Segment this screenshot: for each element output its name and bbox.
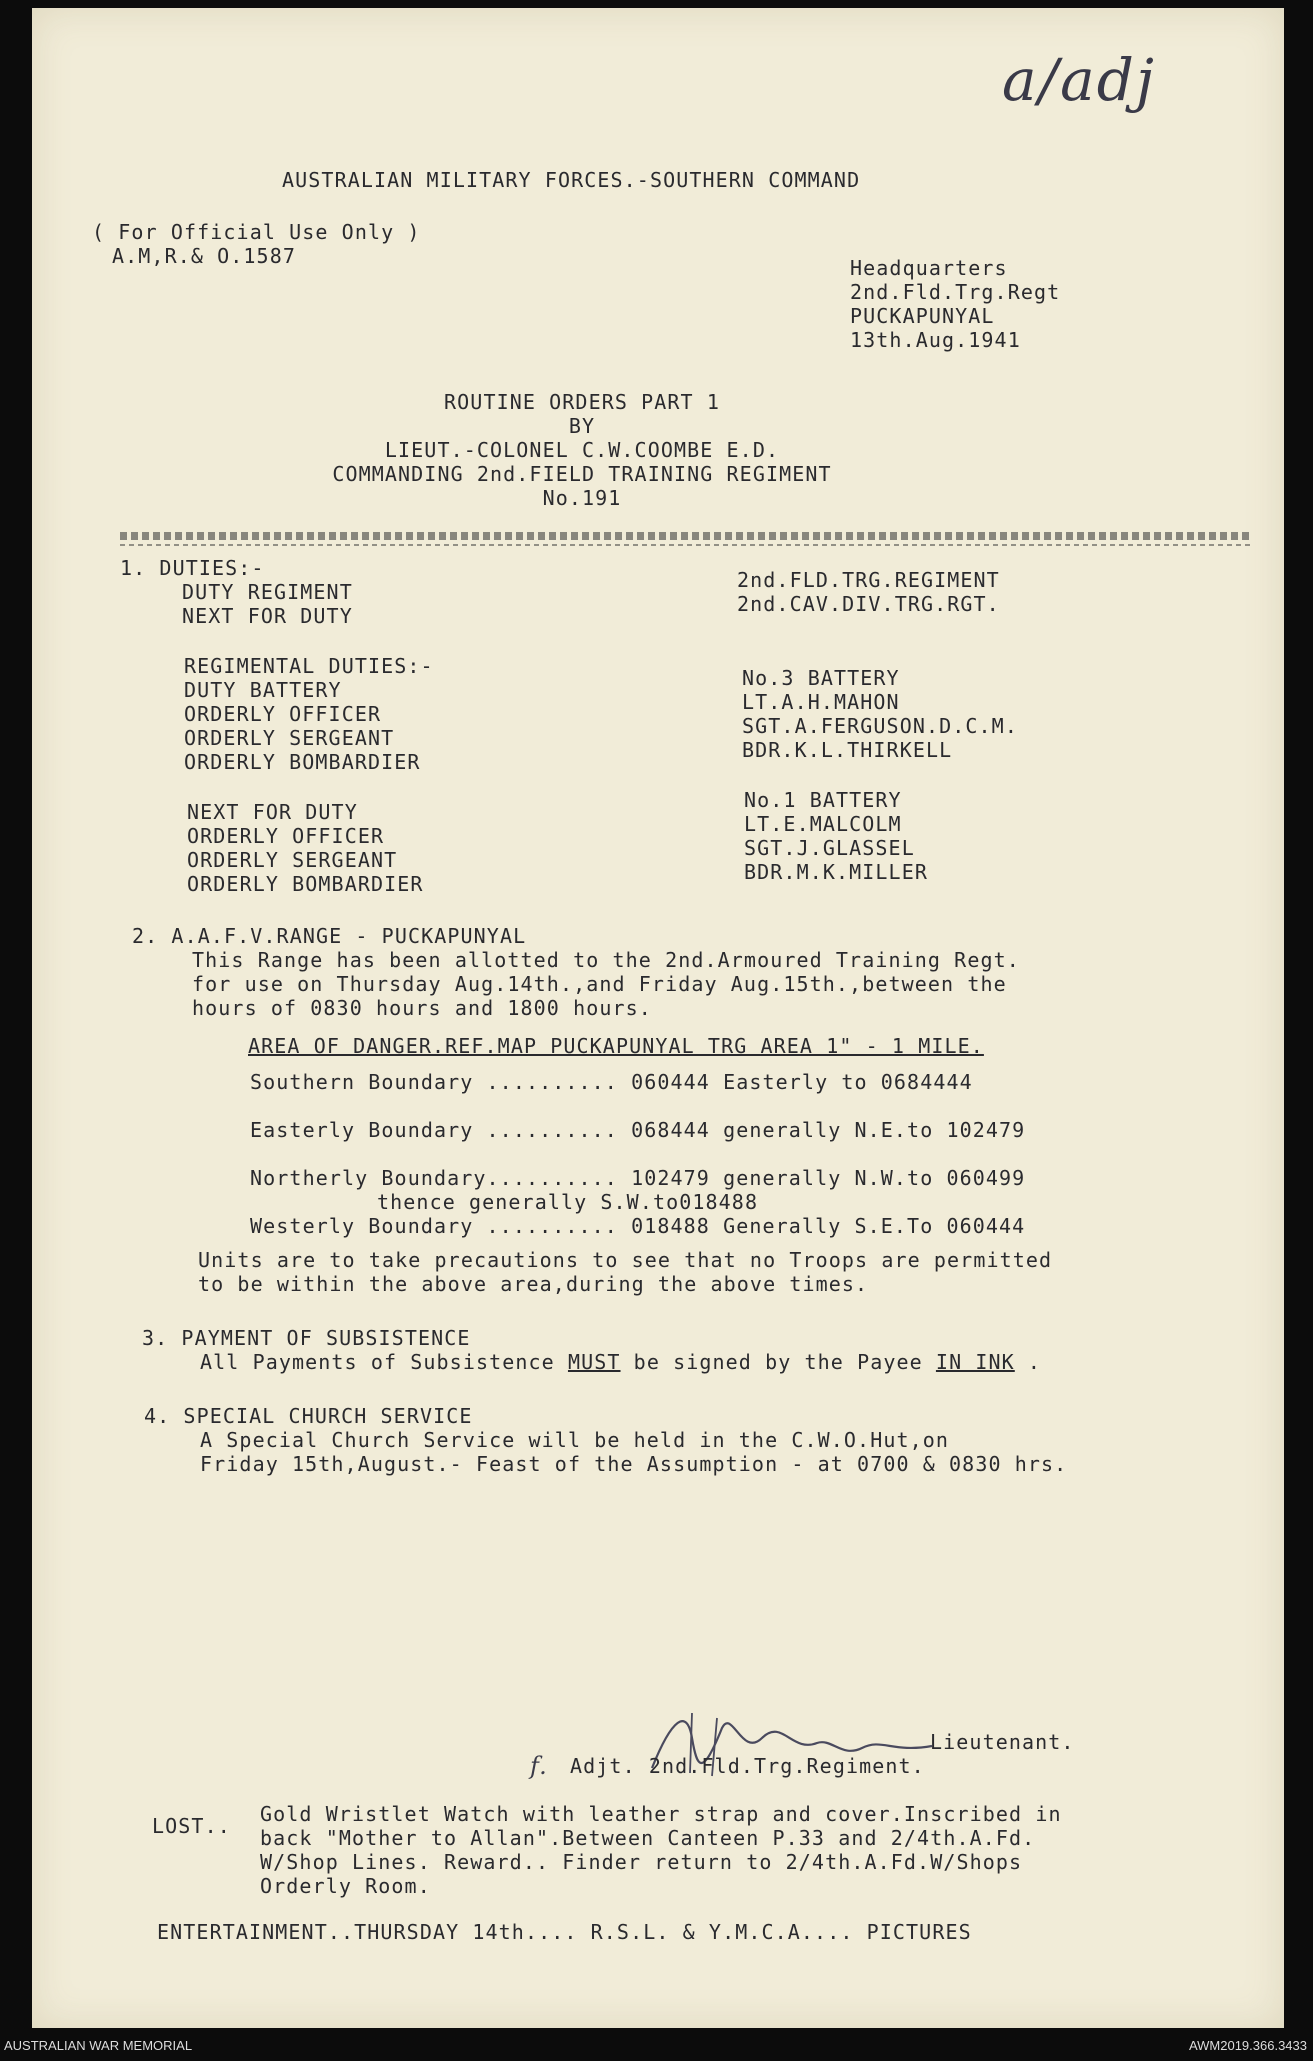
duties-heading: 1. DUTIES:-: [120, 556, 265, 580]
next-for-duty-heading: NEXT FOR DUTY: [187, 800, 358, 824]
duty-value: No.3 BATTERY: [742, 666, 900, 690]
duty-label: ORDERLY BOMBARDIER: [187, 872, 424, 896]
signatory-appointment: Adjt. 2nd.Fld.Trg.Regiment.: [570, 1754, 925, 1778]
boundary-line: Westerly Boundary .......... 018488 Generally S.E.To 060444: [250, 1214, 1026, 1238]
subsistence-text: All Payments of Subsistence MUST be signed by the Payee IN INK .: [200, 1350, 1042, 1374]
archive-footer: [0, 2034, 1313, 2056]
duty-label: ORDERLY BOMBARDIER: [184, 750, 421, 774]
duty-value: 2nd.CAV.DIV.TRG.RGT.: [737, 592, 1000, 616]
area-of-danger-heading: AREA OF DANGER.REF.MAP PUCKAPUNYAL TRG AREA 1" - 1 MILE.: [248, 1034, 984, 1058]
duty-value: LT.E.MALCOLM: [744, 812, 902, 836]
subsistence-heading: 3. PAYMENT OF SUBSISTENCE: [142, 1326, 471, 1350]
document-header-title: AUSTRALIAN MILITARY FORCES.-SOUTHERN COMMAND: [282, 168, 861, 192]
duty-label: NEXT FOR DUTY: [182, 604, 353, 628]
duty-value: No.1 BATTERY: [744, 788, 902, 812]
signature-for: f.: [530, 1752, 548, 1780]
regimental-duties-heading: REGIMENTAL DUTIES:-: [184, 654, 434, 678]
boundary-line: Southern Boundary .......... 060444 Easterly to 0684444: [250, 1070, 973, 1094]
duty-value: 2nd.FLD.TRG.REGIMENT: [737, 568, 1000, 592]
official-use-note: ( For Official Use Only ): [92, 220, 421, 244]
duty-label: ORDERLY OFFICER: [184, 702, 382, 726]
dashed-separator: [120, 532, 1252, 540]
boundary-line: thence generally S.W.to018488: [377, 1190, 759, 1214]
entertainment-notice: ENTERTAINMENT..THURSDAY 14th.... R.S.L. & Y.M.C.A.... PICTURES: [157, 1920, 972, 1944]
duty-label: ORDERLY SERGEANT: [187, 848, 398, 872]
duty-value: BDR.K.L.THIRKELL: [742, 738, 953, 762]
boundary-line: Northerly Boundary.......... 102479 generally N.W.to 060499: [250, 1166, 1026, 1190]
duty-label: DUTY REGIMENT: [182, 580, 353, 604]
duty-label: ORDERLY OFFICER: [187, 824, 385, 848]
duty-value: SGT.A.FERGUSON.D.C.M.: [742, 714, 1018, 738]
duty-label: ORDERLY SERGEANT: [184, 726, 395, 750]
duty-value: BDR.M.K.MILLER: [744, 860, 928, 884]
church-heading: 4. SPECIAL CHURCH SERVICE: [144, 1404, 473, 1428]
duty-value: SGT.J.GLASSEL: [744, 836, 915, 860]
duty-label: DUTY BATTERY: [184, 678, 342, 702]
amr-reference: A.M,R.& O.1587: [112, 244, 296, 268]
dashed-separator-lower: [120, 544, 1252, 546]
lost-label: LOST..: [152, 1814, 231, 1838]
handwritten-reference: a/adj: [1002, 46, 1156, 114]
document-page: a/adj AUSTRALIAN MILITARY FORCES.-SOUTHERN COMMAND ( For Official Use Only ) A.M,R.& O.1587 Headquarters 2nd.Fld.Trg.Regt PUCKAPUNYAL 13th.Aug.1941 ROUTINE ORDERS PART 1 BY LIEUT.-COLONEL C.W.COOMBE E.D. COMMANDING 2nd.FIELD TRAINING REGIMENT No.191 1. DUTIES:- DUTY REGIMENT 2nd.FLD.TRG.REGIMENT NEXT FOR DUTY 2nd.CAV.DIV.TRG.RGT. REGIMENTAL DUTIES:- DUTY BATTERY No.3 BATTERY ORDERLY OFFICER LT.A.H.MAHON ORDERLY SERGEANT SGT.A.FERGUSON.D.C.M. ORDERLY BOMBARDIER BDR.K.L.THIRKELL NEXT FOR DUTY No.1 BATTERY ORDERLY OFFICER LT.E.MALCOLM ORDERLY SERGEANT SGT.J.GLASSEL ORDERLY BOMBARDIER BDR.M.K.MILLER 2. A.A.F.V.RANGE - PUCKAPUNYAL This Range has been allotted to the 2nd.Armoured Training Regt. for use on Thursday Aug.14th.,and Friday Aug.15th.,between the hours of 0830 hours and 1800 hours. AREA OF DANGER.REF.MAP PUCKAPUNYAL TRG AREA 1" - 1 MILE. Southern Boundary .......... 060444 Easterly to 0684444 Easterly Boundary .......... 068444 generally N.E.to 102479 Northerly Boundary.......... 102479 generally N.W.to 060499 thence generally S.W.to018488 Westerly Boundary .......... 018488 Generally S.E.To 060444 Units are to take precautions to see that no Troops are permitted to be within the above area,during the above times. 3. PAYMENT OF SUBSISTENCE All Payments of Subsistence MUST be signed by the Payee IN INK . 4. SPECIAL CHURCH SERVICE A Special Church Service will be held in the C.W.O.Hut,on Friday 15th,August.- Feast of the Assumption - at 0700 & 0830 hrs. Lieutenant. f. Adjt. 2nd.Fld.Trg.Regiment. LOST.. Gold Wristlet Watch with leather strap and cover.Inscribed in back "Mother to Allan".Between Canteen P.33 and 2/4th.A.Fd. W/Shop Lines. Reward.. Finder return to 2/4th.A.Fd.W/Shops Orderly Room. ENTERTAINMENT..THURSDAY 14th.... R.S.L. & Y.M.C.A.... PICTURES: [32, 8, 1284, 2028]
archive-name: AUSTRALIAN WAR MEMORIAL: [4, 2038, 193, 2053]
archive-accession-number: AWM2019.366.3433: [1188, 2038, 1307, 2053]
boundary-line: Easterly Boundary .......... 068444 generally N.E.to 102479: [250, 1118, 1026, 1142]
range-heading: 2. A.A.F.V.RANGE - PUCKAPUNYAL: [132, 924, 527, 948]
duty-value: LT.A.H.MAHON: [742, 690, 900, 714]
signatory-rank: Lieutenant.: [930, 1730, 1075, 1754]
